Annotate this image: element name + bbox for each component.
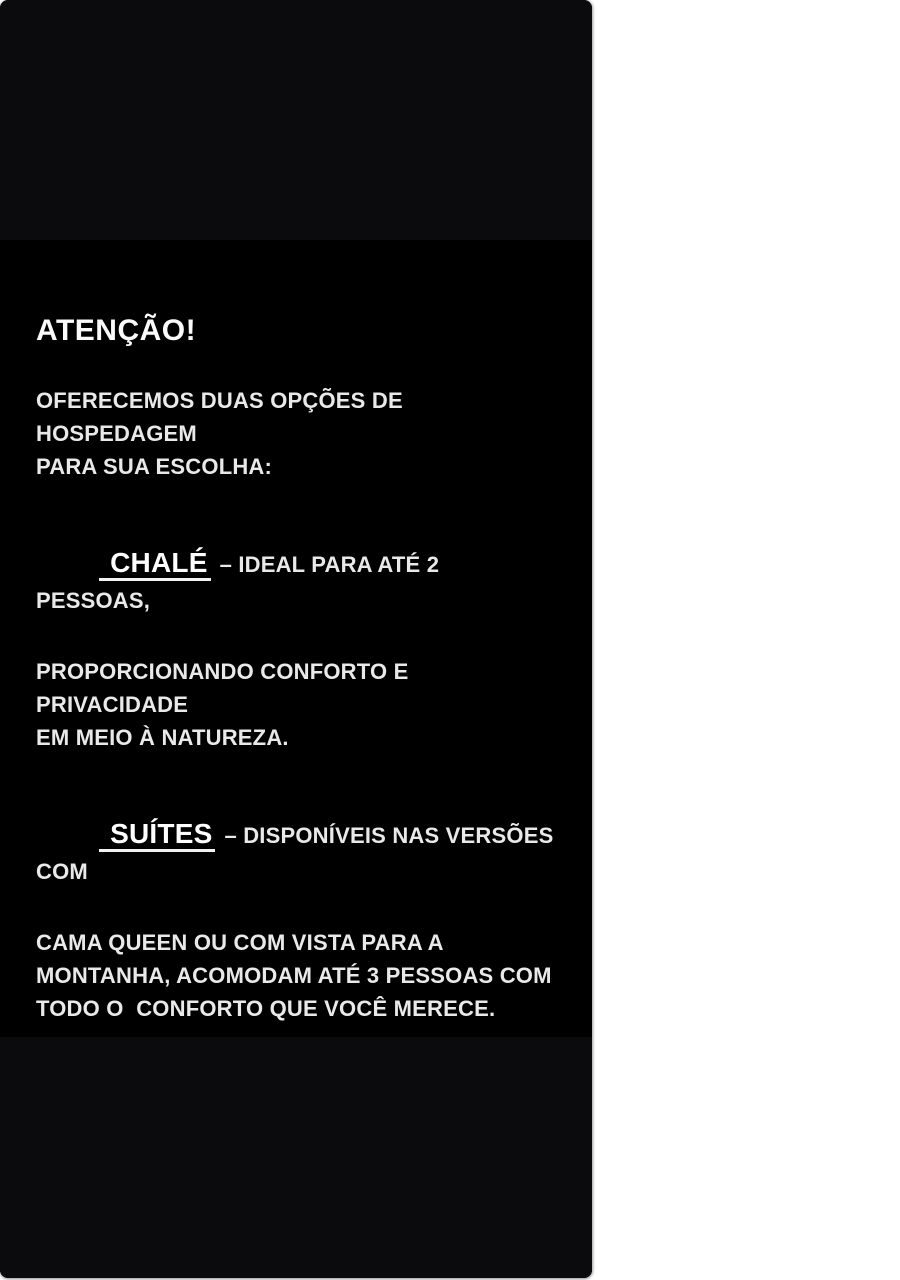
intro-line-2: PARA SUA ESCOLHA:: [36, 454, 273, 479]
intro-line-1: OFERECEMOS DUAS OPÇÕES DE HOSPEDAGEM: [36, 388, 410, 446]
option-chale-term: CHALÉ: [99, 549, 210, 581]
option-suites-line-4: TODO O CONFORTO QUE VOCÊ MERECE.: [36, 996, 496, 1021]
option-suites-line-2: CAMA QUEEN OU COM VISTA PARA A: [36, 930, 444, 955]
option-suites-term: SUÍTES: [99, 820, 215, 852]
letterbox-top: [0, 0, 592, 240]
option-suites-description-start: – DISPONÍVEIS NAS VERSÕES COM: [36, 823, 560, 884]
option-chale-description-start: – IDEAL PARA ATÉ 2 PESSOAS,: [36, 552, 446, 613]
option-suites: [36, 782, 558, 1025]
option-chale-line-1: [36, 511, 558, 655]
notice-slide: [0, 240, 592, 1037]
letterbox-bottom: [0, 1037, 592, 1278]
notice-intro: [36, 384, 558, 483]
option-suites-line-3: MONTANHA, ACOMODAM ATÉ 3 PESSOAS COM: [36, 963, 552, 988]
option-chale: [36, 511, 558, 754]
option-chale-line-2: PROPORCIONANDO CONFORTO E PRIVACIDADE: [36, 659, 415, 717]
notice-heading: ATENÇÃO!: [36, 314, 197, 347]
option-suites-line-1: [36, 782, 558, 926]
option-chale-line-3: EM MEIO À NATUREZA.: [36, 725, 289, 750]
